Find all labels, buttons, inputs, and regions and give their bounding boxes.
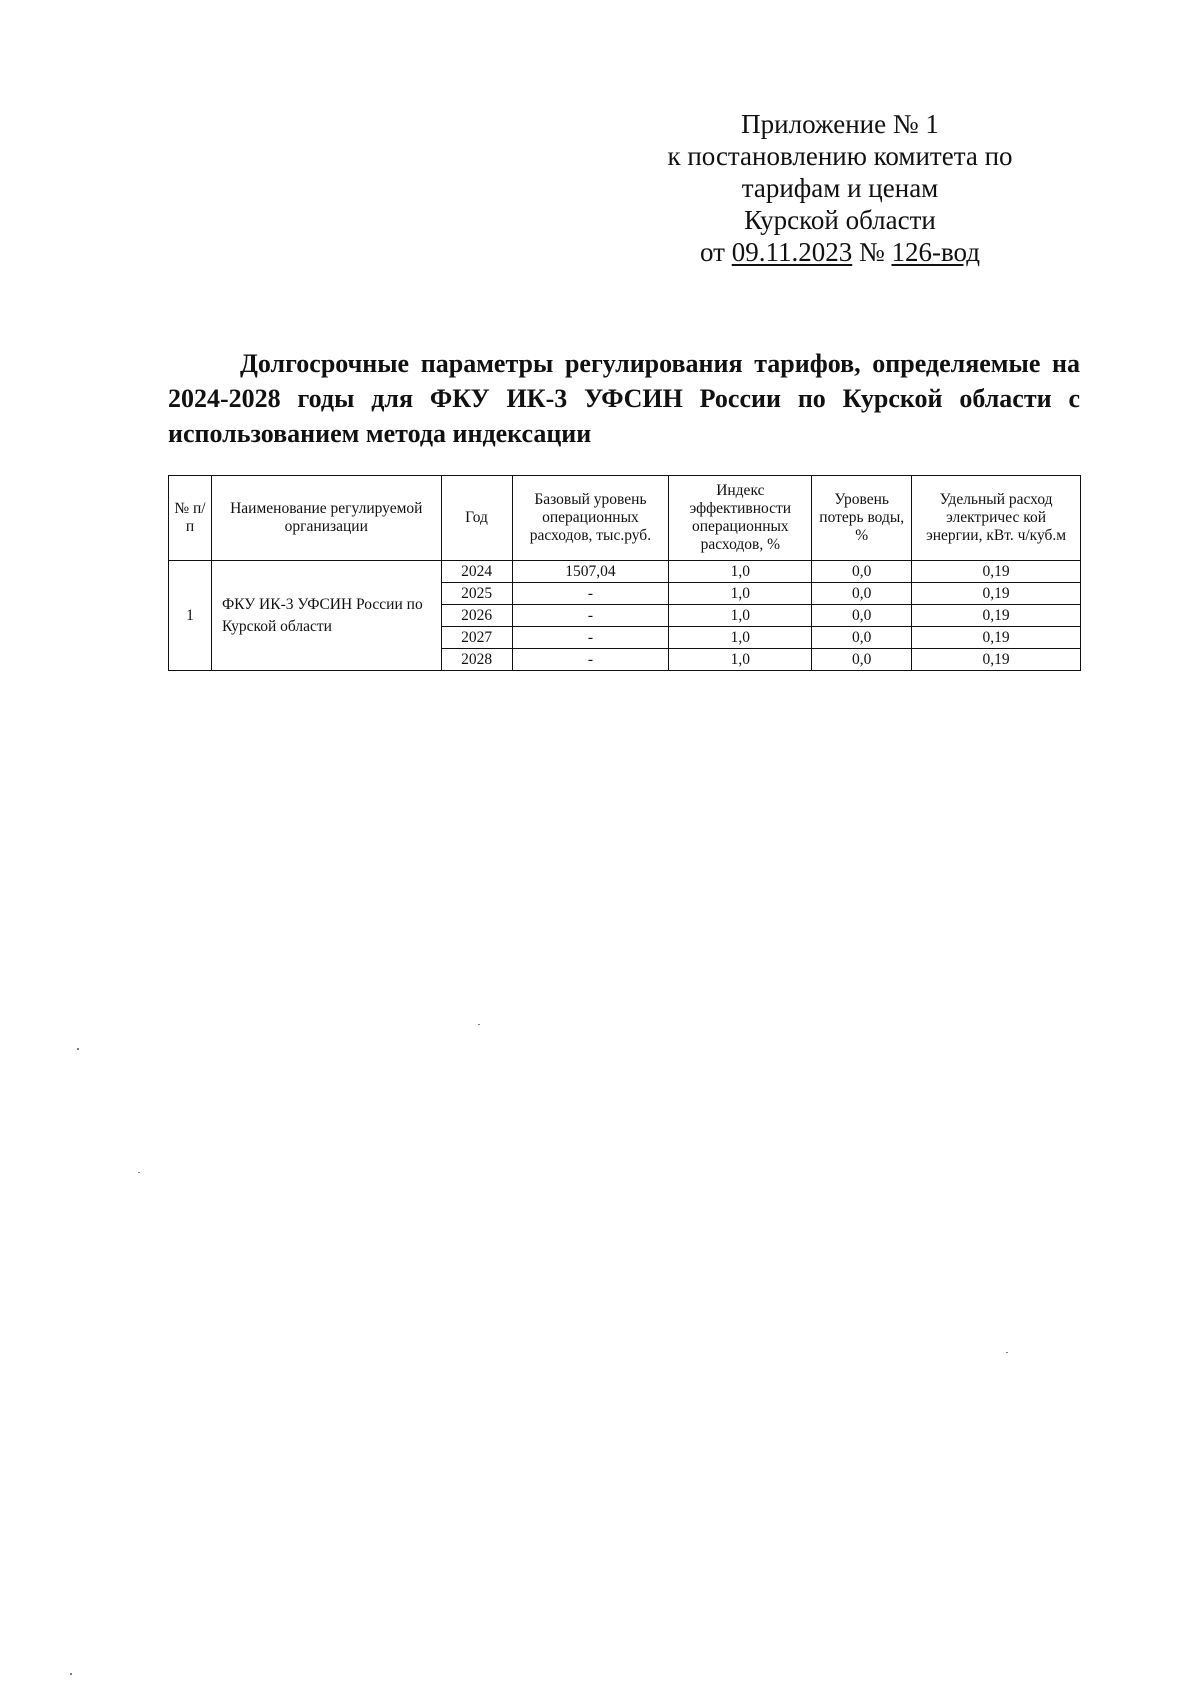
document-title: Долгосрочные параметры регулирования тарифов, определяемые на 2024-2028 годы для ФКУ ИК-3 УФСИН России по Курской области с использованием метода индексации: [168, 349, 1080, 448]
organization-name: ФКУ ИК-3 УФСИН России по Курской области: [211, 561, 441, 671]
year-cell: 2026: [441, 605, 512, 627]
scan-speck: [478, 1024, 480, 1025]
annex-block: [590, 108, 1090, 268]
table-row: [169, 561, 1081, 583]
annex-line-resolution: к постановлению комитета по: [667, 141, 1013, 171]
energy-consumption-cell: 0,19: [912, 649, 1081, 671]
parameters-table: [168, 475, 1081, 671]
base-opex-cell: -: [512, 649, 669, 671]
annex-line-committee: тарифам и ценам: [741, 173, 939, 203]
resolution-number: 126-вод: [891, 237, 980, 267]
header-year: Год: [441, 476, 512, 561]
water-losses-cell: 0,0: [812, 605, 912, 627]
energy-consumption-cell: 0,19: [912, 627, 1081, 649]
header-base-opex: Базовый уровень операционных расходов, тыс.руб.: [512, 476, 669, 561]
efficiency-index-cell: 1,0: [669, 583, 812, 605]
energy-consumption-cell: 0,19: [912, 583, 1081, 605]
water-losses-cell: 0,0: [812, 649, 912, 671]
year-cell: 2025: [441, 583, 512, 605]
number-prefix: №: [858, 237, 885, 267]
scan-speck: [77, 1048, 79, 1050]
annex-line-region: Курской области: [744, 205, 936, 235]
efficiency-index-cell: 1,0: [669, 627, 812, 649]
year-cell: 2028: [441, 649, 512, 671]
water-losses-cell: 0,0: [812, 561, 912, 583]
year-cell: 2024: [441, 561, 512, 583]
energy-consumption-cell: 0,19: [912, 605, 1081, 627]
base-opex-cell: -: [512, 605, 669, 627]
scan-speck: [1006, 1352, 1008, 1353]
efficiency-index-cell: 1,0: [669, 605, 812, 627]
water-losses-cell: 0,0: [812, 627, 912, 649]
row-number: 1: [169, 561, 212, 671]
energy-consumption-cell: 0,19: [912, 561, 1081, 583]
scan-speck: [70, 1673, 72, 1675]
base-opex-cell: -: [512, 583, 669, 605]
header-organization: Наименование регулируемой организации: [211, 476, 441, 561]
year-cell: 2027: [441, 627, 512, 649]
efficiency-index-cell: 1,0: [669, 649, 812, 671]
header-water-losses: Уровень потерь воды, %: [812, 476, 912, 561]
header-efficiency-index: Индекс эффективности операционных расходов, %: [669, 476, 812, 561]
date-prefix: от: [700, 237, 725, 267]
header-number: № п/п: [169, 476, 212, 561]
base-opex-cell: -: [512, 627, 669, 649]
efficiency-index-cell: 1,0: [669, 561, 812, 583]
scan-speck: [138, 1172, 140, 1173]
water-losses-cell: 0,0: [812, 583, 912, 605]
base-opex-cell: 1507,04: [512, 561, 669, 583]
annex-date-line: [590, 236, 1090, 268]
annex-title: Приложение № 1: [741, 109, 939, 139]
resolution-date: 09.11.2023: [731, 237, 853, 267]
header-energy-consumption: Удельный расход электричес кой энергии, кВт. ч/куб.м: [912, 476, 1081, 561]
table-header-row: [169, 476, 1081, 561]
